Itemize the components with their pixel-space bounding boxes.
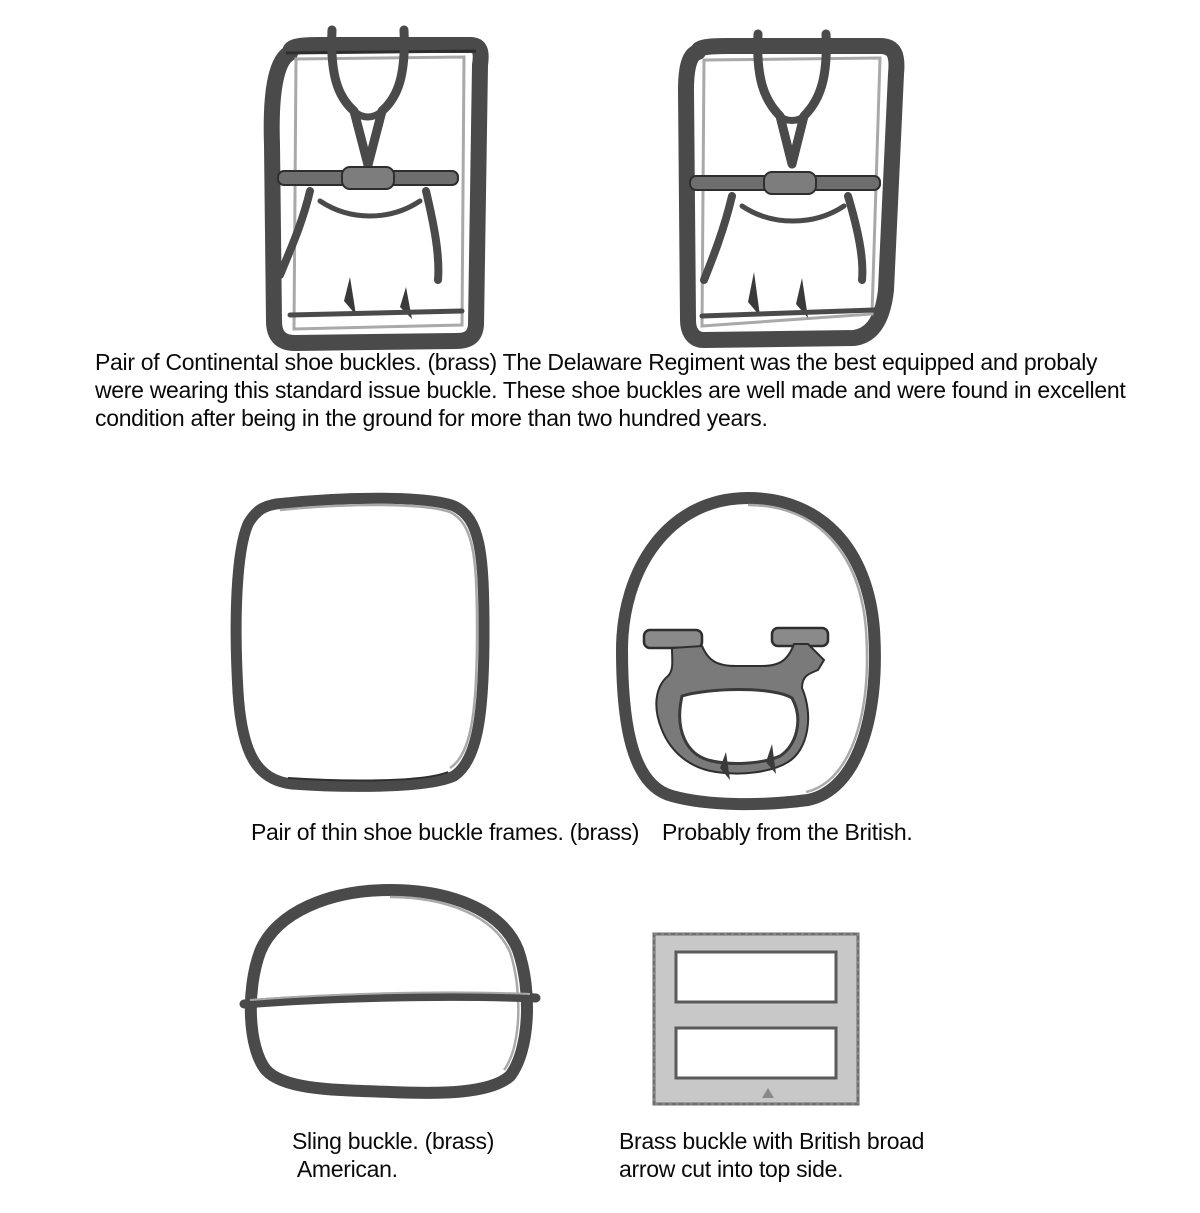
thin-frame-plain-photo bbox=[228, 492, 492, 792]
brass-buckle-rect-photo bbox=[650, 930, 862, 1108]
caption-line: Pair of thin shoe buckle frames. (brass) bbox=[251, 819, 640, 845]
caption-line: Sling buckle. (brass) bbox=[292, 1128, 495, 1154]
continental-buckles-caption bbox=[95, 348, 1125, 432]
caption-line: Pair of Continental shoe buckles. (brass) The Delaware Regiment was the best equipped and probaly bbox=[95, 349, 1098, 375]
brass-buckle-caption bbox=[619, 1127, 924, 1183]
caption-line: Probably from the British. bbox=[662, 819, 913, 845]
continental-buckle-left-photo bbox=[250, 25, 490, 350]
caption-line: were wearing this standard issue buckle. These shoe buckles are well made and were found in excellent bbox=[95, 377, 1126, 403]
caption-line: Brass buckle with British broad bbox=[619, 1128, 925, 1154]
caption-line: arrow cut into top side. bbox=[619, 1156, 844, 1182]
continental-buckle-right-photo bbox=[668, 30, 908, 345]
caption-line: American. bbox=[292, 1156, 398, 1182]
sling-buckle-photo bbox=[240, 880, 540, 1102]
sling-buckle-caption bbox=[292, 1127, 494, 1183]
thin-frames-caption bbox=[251, 818, 639, 846]
thin-frame-with-chape-photo bbox=[612, 490, 884, 808]
caption-line: condition after being in the ground for more than two hundred years. bbox=[95, 405, 768, 431]
british-frames-caption bbox=[662, 818, 912, 846]
